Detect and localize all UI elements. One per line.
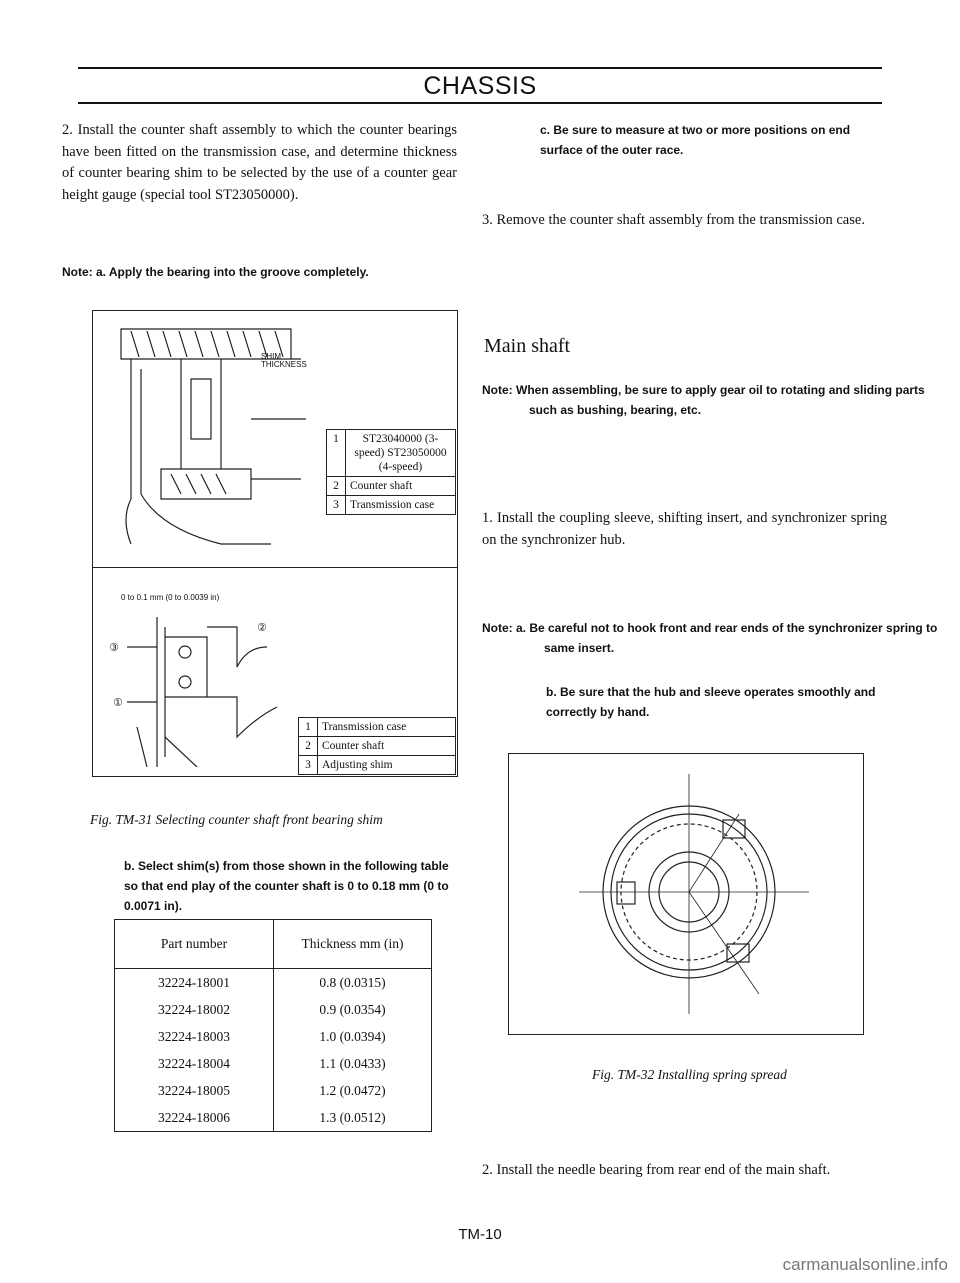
step-2-text: 2. Install the counter shaft assembly to which the counter bearings have been fitted on the transmission case, and determine thickness of counter bearing shim to be selected by the use of a counter gear height gauge (special tool ST23050000).	[62, 122, 457, 203]
figure-tm31-caption: Fig. TM-31 Selecting counter shaft front bearing shim	[90, 812, 383, 827]
table-row: 32224-18006 1.3 (0.0512)	[115, 1104, 432, 1132]
table-header-row	[115, 920, 432, 969]
watermark: carmanualsonline.info	[782, 1255, 948, 1274]
header-rule-top	[78, 67, 882, 69]
legend-row: 1 ST23040000 (3-speed) ST23050000 (4-speed)	[327, 430, 456, 477]
table-row: 32224-18002 0.9 (0.0354)	[115, 996, 432, 1023]
note-b-right: b. Be sure that the hub and sleeve operates smoothly and correctly by hand.	[546, 685, 876, 719]
synchronizer-spring-diagram	[509, 754, 863, 1034]
legend-row: 2 Counter shaft	[327, 477, 456, 496]
figure-tm32-box	[508, 753, 864, 1035]
legend-row: 3 Adjusting shim	[299, 756, 456, 775]
step-1-text: 1. Install the coupling sleeve, shifting insert, and synchronizer spring on the synchronizer hub.	[482, 510, 887, 548]
note-main-shaft: Note: When assembling, be sure to apply gear oil to rotating and sliding parts such as bushing, bearing, etc.	[482, 383, 925, 417]
note-a-left: Note: a. Apply the bearing into the groove completely.	[62, 265, 369, 279]
figure-legend-top	[326, 429, 456, 515]
legend-row: 2 Counter shaft	[299, 737, 456, 756]
shim-selection-table	[114, 919, 432, 1132]
table-row: 32224-18003 1.0 (0.0394)	[115, 1023, 432, 1050]
svg-text:①: ①	[113, 696, 123, 709]
figure-legend-bottom	[298, 717, 456, 775]
legend-row: 3 Transmission case	[327, 496, 456, 515]
figure-divider	[93, 567, 457, 568]
svg-text:③: ③	[109, 641, 119, 654]
note-b-left: b. Select shim(s) from those shown in the following table so that end play of the counter shaft is 0 to 0.18 mm (0 to 0.0071 in).	[124, 859, 449, 913]
step-2-right-text: 2. Install the needle bearing from rear end of the main shaft.	[482, 1162, 831, 1178]
note-c-right: c. Be sure to measure at two or more positions on end surface of the outer race.	[540, 123, 851, 157]
figure-tm32-caption: Fig. TM-32 Installing spring spread	[592, 1067, 787, 1082]
step-3-text: 3. Remove the counter shaft assembly from the transmission case.	[482, 212, 865, 228]
header-rule-bottom	[78, 102, 882, 104]
table-row: 32224-18001 0.8 (0.0315)	[115, 969, 432, 997]
column-header-part-number: Part number	[115, 920, 274, 969]
page-number: TM-10	[458, 1226, 502, 1243]
table-row: 32224-18004 1.1 (0.0433)	[115, 1050, 432, 1077]
dimension-label: 0 to 0.1 mm (0 to 0.0039 in)	[121, 593, 220, 602]
shim-label: SHIM THICKNESS	[261, 352, 307, 369]
page-title: CHASSIS	[423, 72, 537, 100]
counter-shaft-end-play-diagram	[107, 607, 317, 767]
figure-tm31-box	[92, 310, 458, 777]
column-header-thickness: Thickness mm (in)	[274, 920, 432, 969]
table-row: 32224-18005 1.2 (0.0472)	[115, 1077, 432, 1104]
note-a-right: Note: a. Be careful not to hook front and rear ends of the synchronizer spring to same insert.	[482, 621, 938, 655]
svg-text:②: ②	[257, 621, 267, 634]
section-title-main-shaft: Main shaft	[484, 335, 571, 357]
legend-row: 1 Transmission case	[299, 718, 456, 737]
